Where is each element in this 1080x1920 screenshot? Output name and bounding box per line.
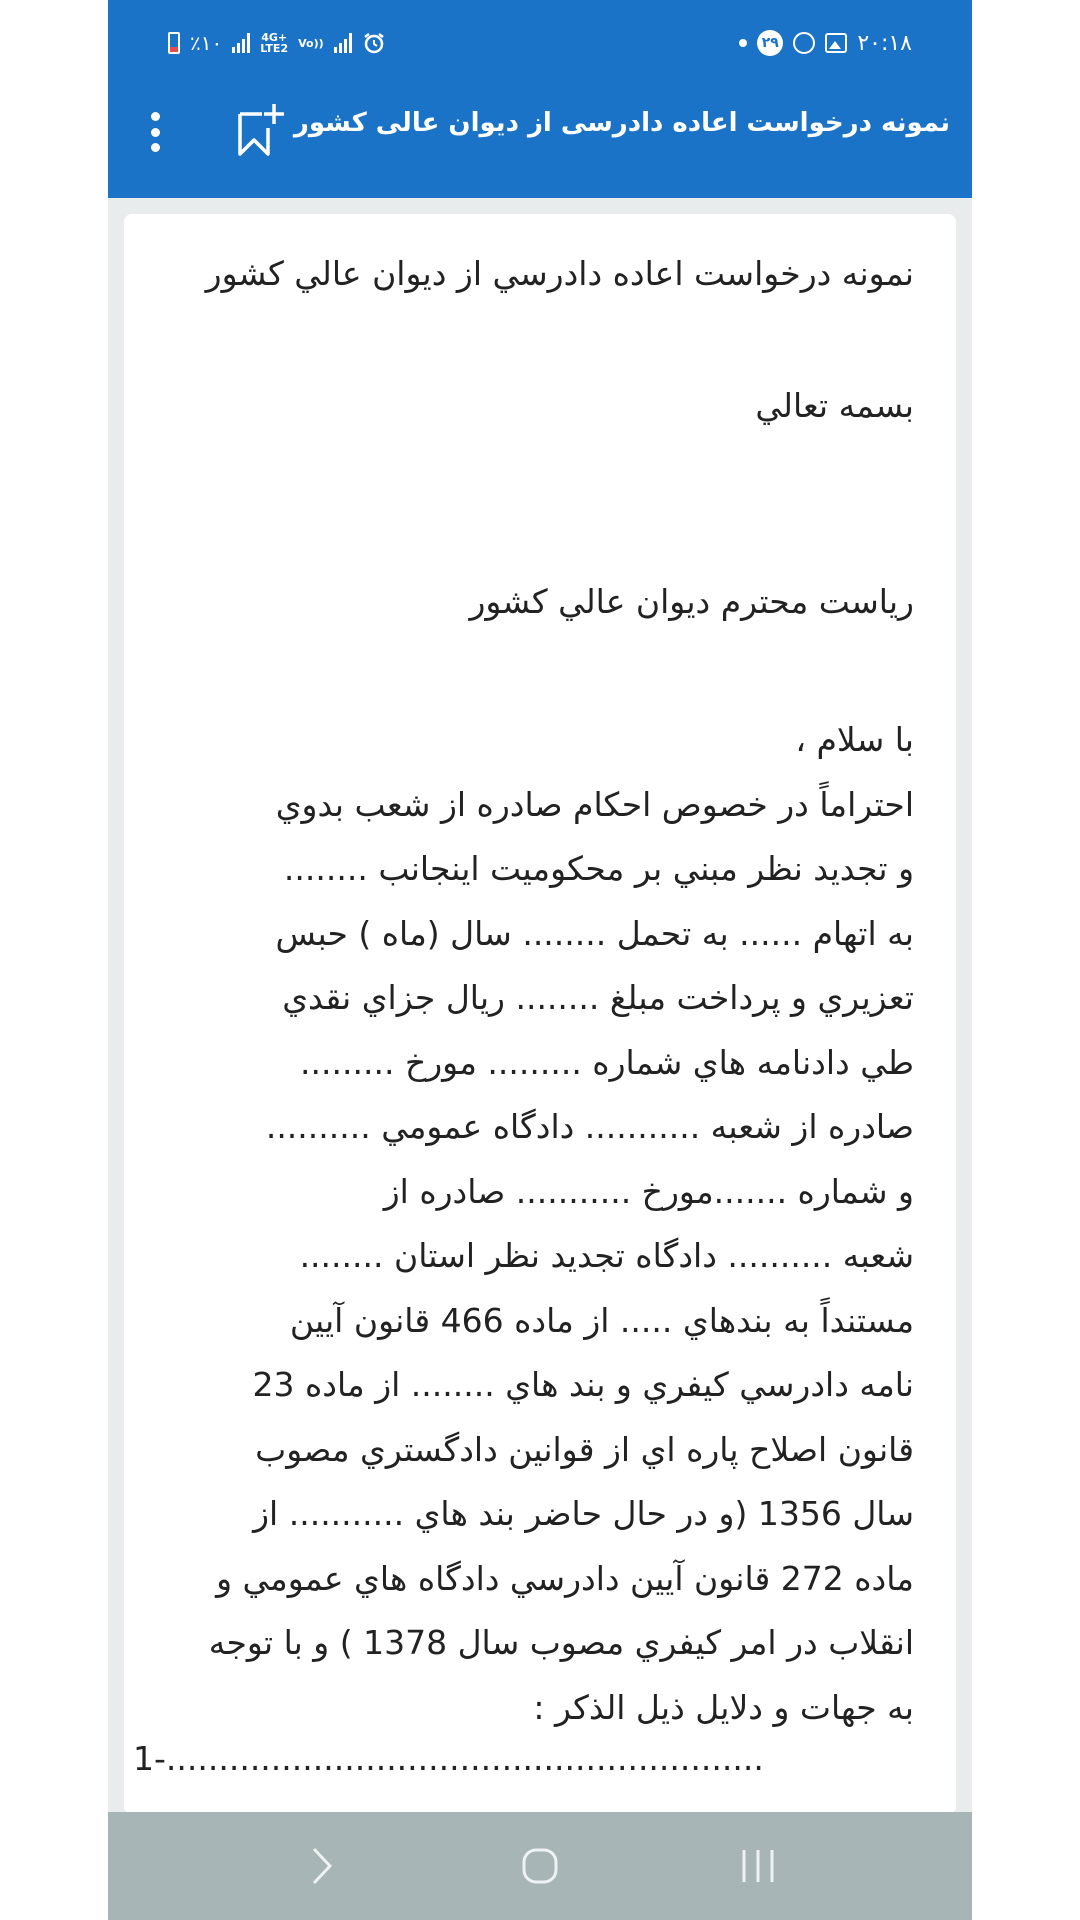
notification-count-badge: ۲۹	[757, 30, 783, 56]
gallery-icon	[825, 33, 847, 53]
document-line: طي دادنامه هاي شماره ......... مورخ .........	[300, 1042, 914, 1082]
more-vertical-icon	[151, 112, 160, 121]
document-line: احتراماً در خصوص احكام صادره از شعب بدوي	[275, 784, 914, 824]
network-type-badge: 4G+ LTE2	[260, 31, 289, 55]
whatsapp-icon	[793, 32, 815, 54]
recent-apps-icon	[738, 1846, 778, 1886]
clock: ۲۰:۱۸	[857, 30, 912, 56]
chevron-back-icon	[311, 1846, 333, 1886]
back-button[interactable]	[292, 1846, 352, 1886]
bookmark-add-icon	[236, 102, 284, 156]
notification-dot-icon	[739, 39, 747, 47]
navigation-bar	[108, 1812, 972, 1920]
battery-percent: ٪۱۰	[190, 31, 223, 55]
document-line: به اتهام ...... به تحمل ........ سال (ماه ) حبس	[275, 913, 914, 953]
recent-apps-button[interactable]	[728, 1846, 788, 1886]
app-bar	[108, 72, 972, 198]
document-item-1: 1-.........................................................	[133, 1739, 764, 1778]
document-line: سال 1356 (و در حال حاضر بند هاي ........... از	[253, 1494, 914, 1533]
document-card	[124, 214, 956, 1814]
document-line: شعبه .......... دادگاه تجديد نظر استان ........	[299, 1236, 914, 1275]
status-right	[739, 30, 912, 56]
status-left	[168, 30, 386, 56]
document-line: و شماره .......مورخ ........... صادره از	[383, 1171, 914, 1211]
document-line: نامه دادرسي كيفري و بند هاي ........ از ماده 23	[252, 1365, 914, 1404]
volte-badge: Vo))	[298, 36, 324, 50]
bookmark-add-button[interactable]	[236, 102, 284, 156]
document-line: انقلاب در امر كيفري مصوب سال 1378 ) و با توجه	[208, 1623, 914, 1662]
document-paragraph	[209, 708, 914, 1740]
document-line: مستنداً به بندهاي ..... از ماده 466 قانون آيين	[289, 1300, 914, 1340]
phone-screen	[108, 0, 972, 1920]
document-line: تعزيري و پرداخت مبلغ ........ ريال جزاي نقدي	[282, 978, 914, 1017]
battery-icon	[168, 32, 180, 54]
alarm-icon	[362, 31, 386, 55]
home-circle-icon	[520, 1846, 560, 1886]
page-title: نمونه درخواست اعاده دادرسی از دیوان عالی کشور	[293, 108, 950, 138]
document-line: و تجديد نظر مبني بر محكوميت اينجانب ........	[283, 849, 914, 888]
home-button[interactable]	[510, 1846, 570, 1886]
status-bar	[108, 0, 972, 72]
document-line: صادره از شعبه ........... دادگاه عمومي ..........	[265, 1107, 914, 1146]
document-bismillah: بسمه تعالي	[755, 386, 914, 425]
document-line: با سلام ،	[795, 720, 914, 759]
signal-2-icon	[334, 33, 352, 53]
document-line: به جهات و دلايل ذيل الذكر :	[533, 1687, 914, 1727]
signal-icon	[232, 33, 250, 53]
more-options-button[interactable]	[148, 112, 162, 152]
document-line: قانون اصلاح پاره اي از قوانين دادگستري مصوب	[255, 1429, 914, 1469]
document-address: رياست محترم ديوان عالي كشور	[469, 582, 914, 621]
document-line: ماده 272 قانون آيين دادرسي دادگاه هاي عمومي و	[216, 1558, 914, 1598]
document-title: نمونه درخواست اعاده دادرسي از ديوان عالي كشور	[205, 254, 914, 293]
